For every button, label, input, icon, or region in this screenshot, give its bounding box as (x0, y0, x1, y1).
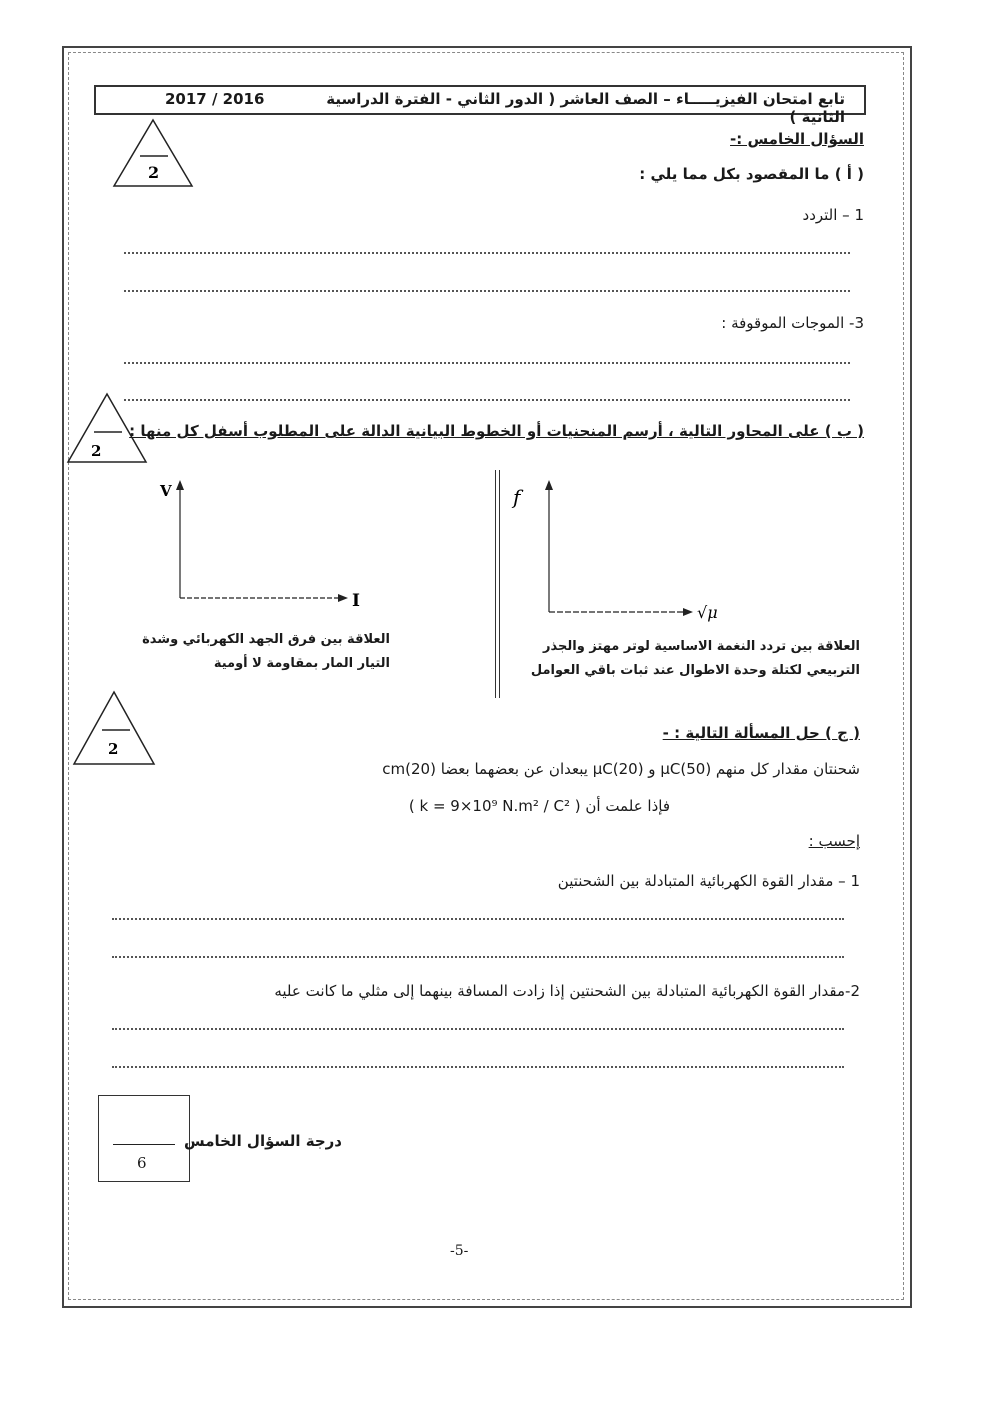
answer-line[interactable] (112, 918, 844, 920)
grade-box (98, 1095, 190, 1182)
graph-f-caption (531, 635, 860, 683)
score-triangle-a (112, 118, 194, 188)
part-c-item-1: 1 – مقدار القوة الكهربائية المتبادلة بين الشحنتين (557, 872, 860, 890)
answer-line[interactable] (124, 252, 850, 254)
part-b-label: ( ب ) على المحاور التالية ، أرسم المنحنيات أو الخطوط البيانية الدالة على المطلوب أسفل كل منها : (129, 422, 864, 440)
problem-line-1: شحنتان مقدار كل منهم (50)μC و (20)μC يبعدان عن بعضهما بعضا (20)cm (382, 760, 860, 778)
graph-f-y-label: f (513, 485, 521, 509)
graph-v-i-caption (142, 628, 390, 676)
page-number: -5- (450, 1243, 469, 1259)
graph-v-i (150, 476, 370, 616)
graph-v-i-y-label: V (160, 482, 172, 500)
score-triangle-c (72, 690, 156, 766)
grade-label: درجة السؤال الخامس (184, 1132, 342, 1150)
answer-line[interactable] (112, 956, 844, 958)
graph-f-x-label: √μ (697, 603, 718, 622)
score-b: 2 (91, 442, 102, 460)
exam-header-title: تابع امتحان الفيزيـــــاء – الصف العاشر ( الدور الثاني - الفترة الدراسية الثانية ) (326, 90, 845, 126)
problem-line-2: فإذا علمت أن ( k = 9×10⁹ N.m² / C² ) (408, 797, 670, 815)
part-a-item-3: 3- الموجات الموقوفة : (721, 314, 864, 332)
answer-line[interactable] (124, 399, 850, 401)
question-title: السؤال الخامس :- (730, 130, 864, 148)
score-c: 2 (108, 740, 119, 758)
answer-line[interactable] (112, 1028, 844, 1030)
exam-header-year: 2017 / 2016 (165, 90, 265, 108)
answer-line[interactable] (124, 362, 850, 364)
graph-f-sqrtmu (505, 476, 745, 626)
caption-line: التيار المار بمقاومة لا أومية (213, 656, 390, 671)
caption-line: التربيعي لكتلة وحدة الاطوال عند ثبات باقي العوامل (530, 663, 860, 678)
caption-line: العلاقة بين تردد النغمة الاساسية لوتر مهتز والجذر (543, 639, 860, 654)
part-a-item-1: 1 – التردد (802, 206, 864, 224)
compute-label: إحسب : (808, 832, 860, 850)
part-a-label: ( أ ) ما المقصود بكل مما يلي : (639, 165, 864, 183)
answer-line[interactable] (124, 290, 850, 292)
caption-line: العلاقة بين فرق الجهد الكهربائي وشدة (142, 632, 390, 647)
grade-total: 6 (137, 1154, 147, 1172)
graph-v-i-x-label: I (352, 591, 360, 611)
answer-line[interactable] (112, 1066, 844, 1068)
part-c-label: ( ج ) حل المسألة التالية : - (662, 724, 860, 742)
graph-divider (495, 470, 500, 698)
score-a: 2 (148, 163, 160, 182)
part-c-item-2: 2-مقدار القوة الكهربائية المتبادلة بين الشحنتين إذا زادت المسافة بينهما إلى مثلي ما كانت عليه (274, 982, 860, 1000)
